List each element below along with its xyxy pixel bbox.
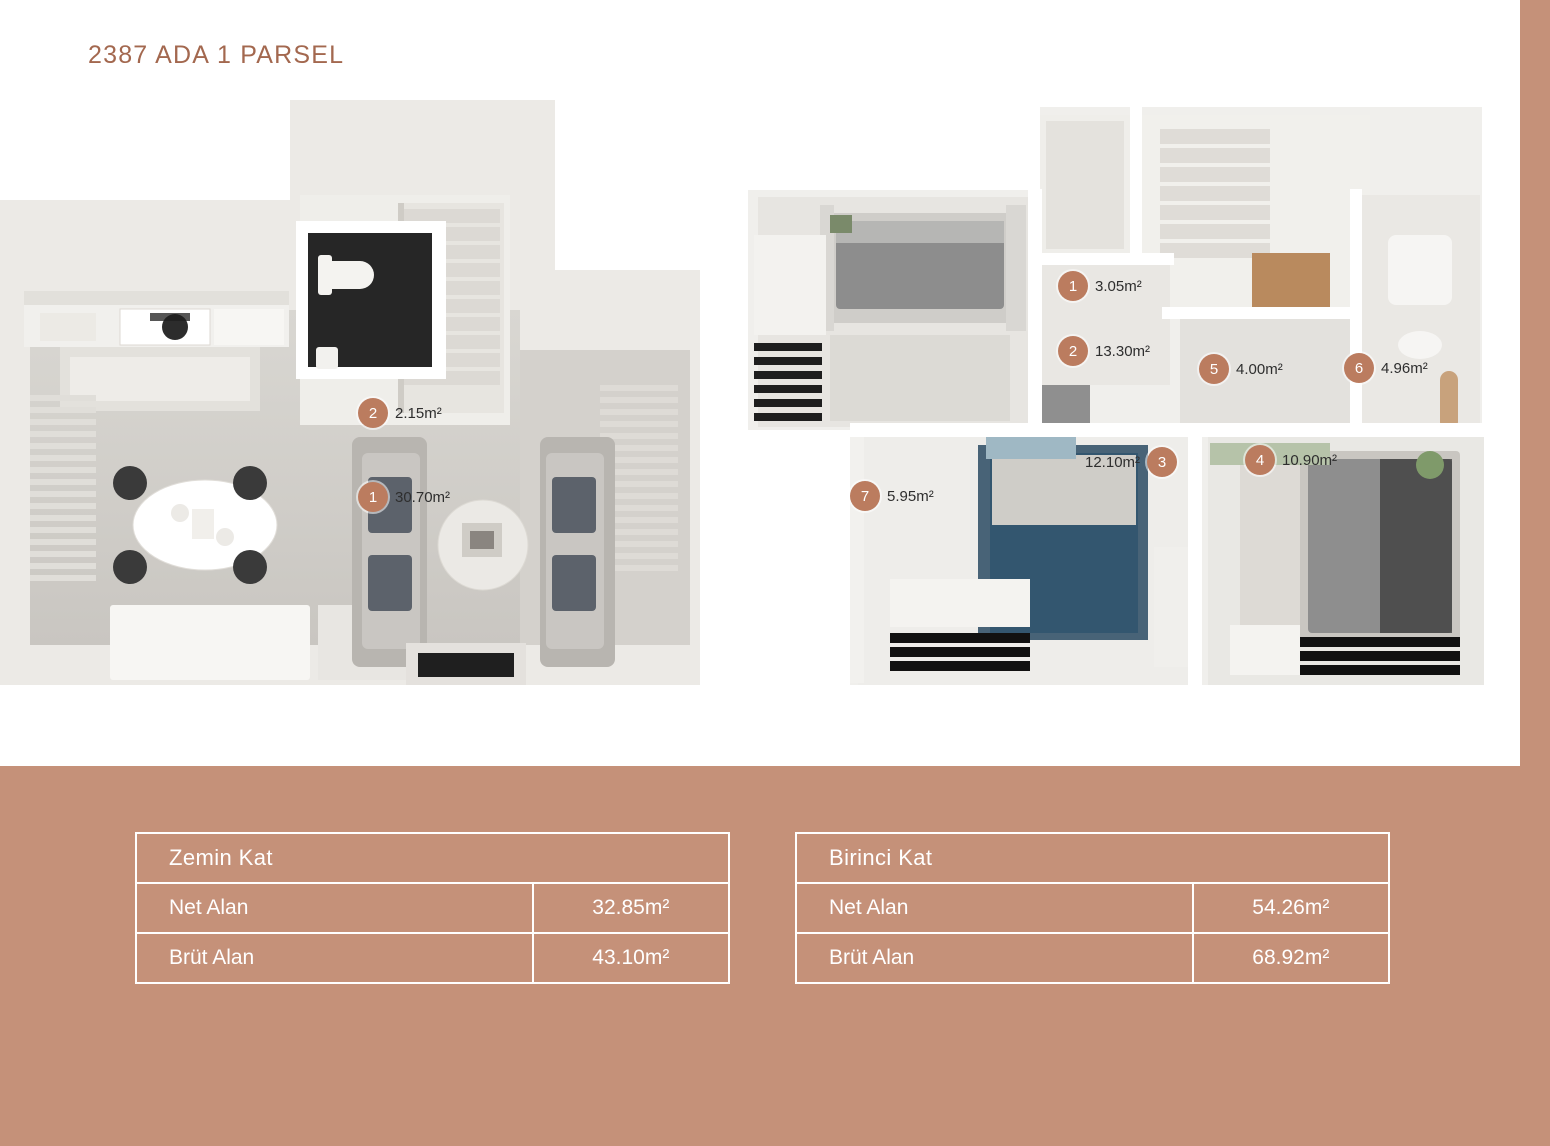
zemin-brut-alan-value: 43.10m² bbox=[533, 933, 729, 983]
table-row bbox=[136, 883, 729, 933]
table-row bbox=[136, 833, 729, 883]
marker-number: 7 bbox=[850, 481, 880, 511]
marker-first-room-3[interactable] bbox=[1085, 447, 1177, 477]
birinci-net-alan-label: Net Alan bbox=[796, 883, 1193, 933]
master-bedroom bbox=[754, 197, 1028, 427]
marker-area: 5.95m² bbox=[887, 487, 934, 505]
sofa-left bbox=[352, 437, 427, 667]
table-birinci-kat bbox=[795, 832, 1390, 984]
table-row bbox=[796, 883, 1389, 933]
first-floor-render bbox=[740, 85, 1530, 700]
sofa-right bbox=[540, 437, 615, 667]
dining-table bbox=[113, 466, 277, 584]
zemin-brut-alan-label: Brüt Alan bbox=[136, 933, 533, 983]
curtain-bottom bbox=[110, 605, 310, 680]
marker-first-room-7[interactable] bbox=[850, 481, 934, 511]
wall-wc-bottom bbox=[296, 369, 446, 379]
kitchen bbox=[24, 291, 289, 411]
marker-first-room-6[interactable] bbox=[1344, 353, 1428, 383]
marker-number: 5 bbox=[1199, 354, 1229, 384]
table-header-birinci: Birinci Kat bbox=[796, 833, 1389, 883]
birinci-brut-alan-value: 68.92m² bbox=[1193, 933, 1389, 983]
birinci-net-alan-value: 54.26m² bbox=[1193, 883, 1389, 933]
coffee-table bbox=[438, 500, 528, 590]
marker-number: 4 bbox=[1245, 445, 1275, 475]
marker-first-room-5[interactable] bbox=[1199, 354, 1283, 384]
marker-area: 13.30m² bbox=[1095, 342, 1151, 360]
marker-number: 2 bbox=[1058, 336, 1088, 366]
marker-area: 2.15m² bbox=[395, 404, 442, 422]
table-header-zemin: Zemin Kat bbox=[136, 833, 729, 883]
wall-wc-top bbox=[296, 221, 446, 231]
marker-number: 3 bbox=[1147, 447, 1177, 477]
bathroom bbox=[1360, 195, 1480, 431]
zemin-net-alan-value: 32.85m² bbox=[533, 883, 729, 933]
zemin-net-alan-label: Net Alan bbox=[136, 883, 533, 933]
marker-first-room-4[interactable] bbox=[1245, 445, 1337, 475]
area-tables bbox=[0, 766, 1550, 1146]
table-row bbox=[796, 933, 1389, 983]
marker-area: 10.90m² bbox=[1282, 451, 1338, 469]
marker-first-room-1[interactable] bbox=[1058, 271, 1142, 301]
marker-number: 1 bbox=[1058, 271, 1088, 301]
table-row bbox=[796, 833, 1389, 883]
wc-room bbox=[300, 225, 440, 375]
marker-ground-room-1[interactable] bbox=[358, 482, 450, 512]
tv-console bbox=[406, 643, 526, 685]
marker-area: 3.05m² bbox=[1095, 277, 1142, 295]
ground-floor-render bbox=[0, 85, 710, 700]
table-row bbox=[136, 933, 729, 983]
wall-wc-left bbox=[296, 221, 306, 379]
birinci-brut-alan-label: Brüt Alan bbox=[796, 933, 1193, 983]
wall-wc-right bbox=[436, 221, 446, 379]
marker-number: 2 bbox=[358, 398, 388, 428]
marker-number: 1 bbox=[358, 482, 388, 512]
ground-floor-plan bbox=[0, 85, 710, 700]
marker-first-room-2[interactable] bbox=[1058, 336, 1150, 366]
page-title: 2387 ADA 1 PARSEL bbox=[88, 41, 345, 69]
marker-area: 12.10m² bbox=[1085, 453, 1141, 471]
marker-area: 4.00m² bbox=[1236, 360, 1283, 378]
marker-area: 30.70m² bbox=[395, 488, 451, 506]
marker-ground-room-2[interactable] bbox=[358, 398, 442, 428]
marker-number: 6 bbox=[1344, 353, 1374, 383]
marker-area: 4.96m² bbox=[1381, 359, 1428, 377]
table-zemin-kat bbox=[135, 832, 730, 984]
first-floor-plan bbox=[740, 85, 1530, 700]
